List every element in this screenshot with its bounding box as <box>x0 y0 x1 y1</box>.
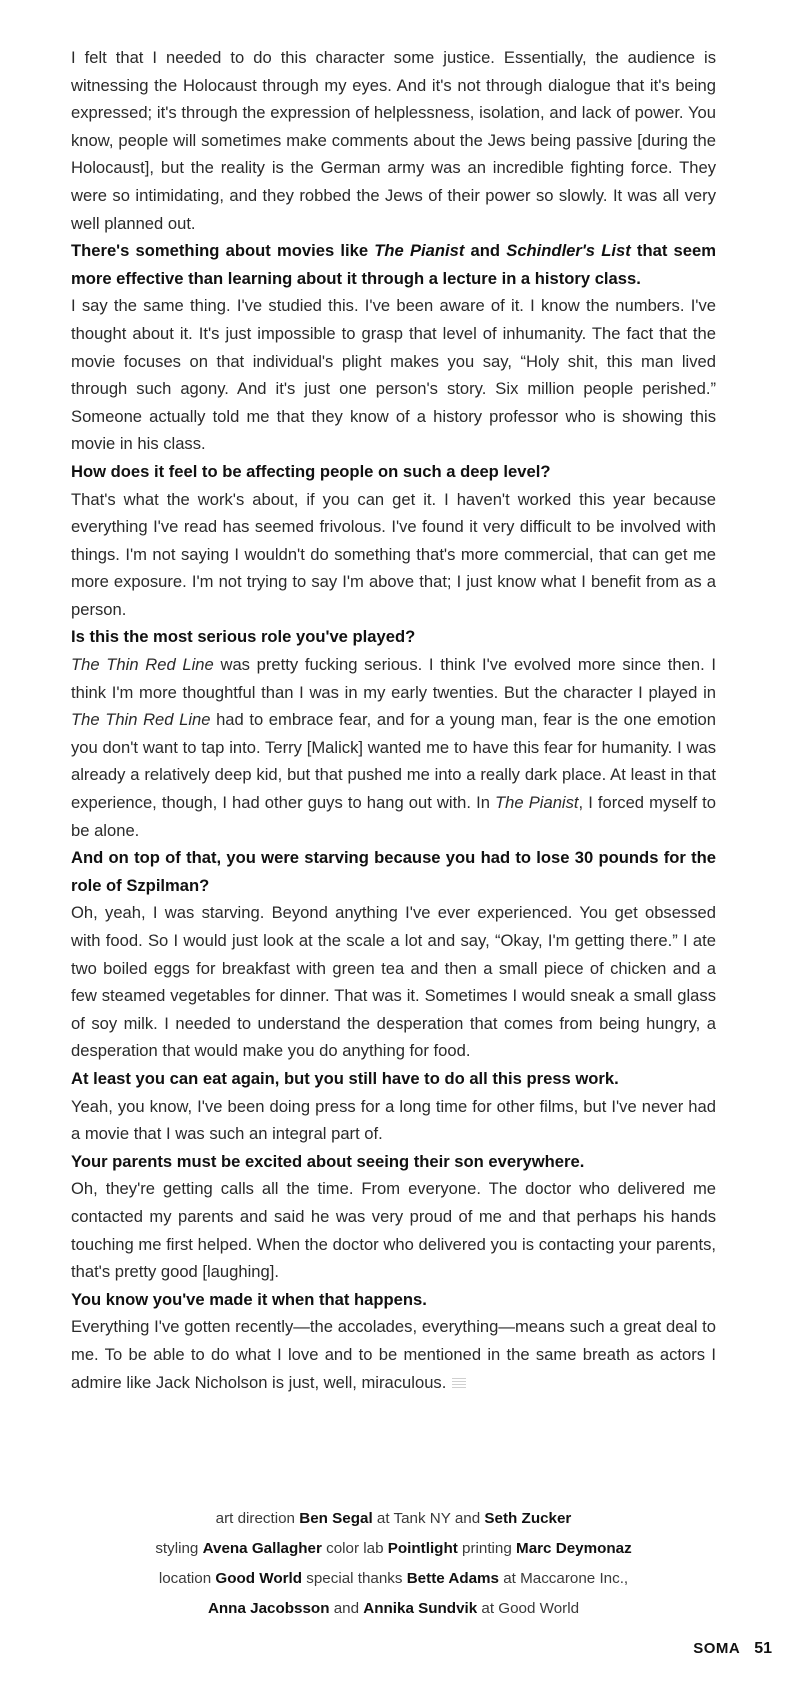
interview-body <box>71 44 716 1396</box>
credits-line <box>71 1534 716 1564</box>
question-paragraph: How does it feel to be affecting people on such a deep level? <box>71 461 551 481</box>
credit-name: Good World <box>215 1570 303 1587</box>
question-paragraph: At least you can eat again, but you still have to do all this press work. <box>71 1068 619 1088</box>
page-number: 51 <box>754 1640 772 1657</box>
film-title: The Thin Red Line <box>71 655 214 675</box>
question-paragraph <box>71 237 716 292</box>
film-title: Schindler's List <box>506 241 631 261</box>
end-mark-icon <box>452 1378 466 1388</box>
question-paragraph: You know you've made it when that happens. <box>71 1289 427 1309</box>
answer-paragraph: Oh, yeah, I was starving. Beyond anything I've ever experienced. You get obsessed with food. So I would just look at the scale a lot and say, “Okay, I'm getting there.” I ate two boiled eggs for breakfast with green tea and then a small piece of chicken and a few steamed vegetables for dinner. That was it. Sometimes I would sneak a small glass of soy milk. I needed to understand the desperation that comes from being hungry, a desperation that would make you do anything for food. <box>71 903 716 1061</box>
credit-role: styling <box>155 1540 203 1557</box>
credit-name: Bette Adams <box>406 1570 499 1587</box>
credit-role: special thanks <box>302 1570 407 1587</box>
answer-paragraph: Oh, they're getting calls all the time. From everyone. The doctor who delivered me contacted my parents and said he was very proud of me and that perhaps his hands touching me first helped. When the doctor who delivered you is contacting your parents, that's pretty good [laughing]. <box>71 1179 716 1282</box>
credit-name: Pointlight <box>387 1540 458 1557</box>
answer-text: had to embrace fear, and for a young man, fear is the one emotion you don't want to tap into. Terry [Malick] wanted me to have this fear for humanity. I was already a relatively deep kid, but that pushed me into a really dark place. At least in that experience, though, I had other guys to hang out with. In <box>71 710 716 813</box>
answer-text: was pretty fucking serious. I think I've evolved more since then. I think I'm more thoughtful than I was in my early twenties. But the character I played in <box>71 655 716 702</box>
answer-paragraph: That's what the work's about, if you can get it. I haven't worked this year because everything I've read has seemed frivolous. I've found it very difficult to be involved with things. I'm not saying I wouldn't do something that's more commercial, that can get me more exposure. I'm not trying to say I'm above that; I just know what I benefit from as a person. <box>71 489 716 619</box>
credit-name: Ben Segal <box>299 1510 373 1527</box>
credits-line <box>71 1564 716 1594</box>
credit-name: Marc Deymonaz <box>516 1540 632 1557</box>
question-paragraph: Is this the most serious role you've played? <box>71 627 416 647</box>
question-text: There's something about movies like <box>71 241 375 261</box>
answer-paragraph <box>71 651 716 844</box>
question-paragraph: Your parents must be excited about seeing their son everywhere. <box>71 1151 585 1171</box>
question-paragraph: And on top of that, you were starving because you had to lose 30 pounds for the role of Szpilman? <box>71 848 716 895</box>
film-title: The Pianist <box>495 793 579 813</box>
credit-text: and <box>329 1600 364 1617</box>
film-title: The Pianist <box>374 241 465 261</box>
credits-line <box>71 1594 716 1624</box>
question-text: that seem more effective than learning about it through a lecture in a history class. <box>71 241 716 288</box>
credit-name: Anna Jacobsson <box>207 1600 330 1617</box>
credit-role: printing <box>457 1540 517 1557</box>
credit-role: location <box>158 1570 216 1587</box>
credits-line <box>71 1504 716 1534</box>
credit-text: at Tank NY and <box>372 1510 485 1527</box>
credit-name: Avena Gallagher <box>202 1540 322 1557</box>
answer-paragraph: Yeah, you know, I've been doing press for a long time for other films, but I've never had a movie that I was such an integral part of. <box>71 1096 716 1144</box>
credit-name: Seth Zucker <box>484 1510 572 1527</box>
credit-text: at Maccarone Inc., <box>499 1570 629 1587</box>
answer-paragraph: I say the same thing. I've studied this. I've been aware of it. I know the numbers. I've thought about it. It's just impossible to grasp that level of inhumanity. The fact that the movie focuses on that individual's plight makes you say, “Holy shit, this man lived through such agony. And it's just one person's story. Six million people perished.” Someone actually told me that they know of a history professor who is showing this movie in his class. <box>71 296 716 454</box>
credit-name: Annika Sundvik <box>363 1600 478 1617</box>
answer-paragraph <box>71 1313 716 1396</box>
credit-role: art direction <box>215 1510 300 1527</box>
answer-text: , I forced myself to be alone. <box>71 793 716 840</box>
magazine-logo: SOMA <box>693 1640 741 1657</box>
page-folio <box>693 1640 772 1658</box>
answer-text: Everything I've gotten recently—the accolades, everything—means such a great deal to me. To be able to do what I love and to be mentioned in the same breath as actors I admire like Jack Nicholson is just, well, miraculous. <box>71 1317 716 1392</box>
credit-role: color lab <box>321 1540 388 1557</box>
credit-text: at Good World <box>477 1600 580 1617</box>
film-title: The Thin Red Line <box>71 710 211 730</box>
photo-credits <box>71 1504 716 1624</box>
question-text: and <box>464 241 507 261</box>
answer-paragraph: I felt that I needed to do this character some justice. Essentially, the audience is witnessing the Holocaust through my eyes. And it's not through dialogue that it's being expressed; it's through the expression of helplessness, isolation, and lack of power. You know, people will sometimes make comments about the Jews being passive [during the Holocaust], but the reality is the German army was an incredible fighting force. They were so intimidating, and they robbed the Jews of their power so slowly. It was all very well planned out. <box>71 48 716 233</box>
